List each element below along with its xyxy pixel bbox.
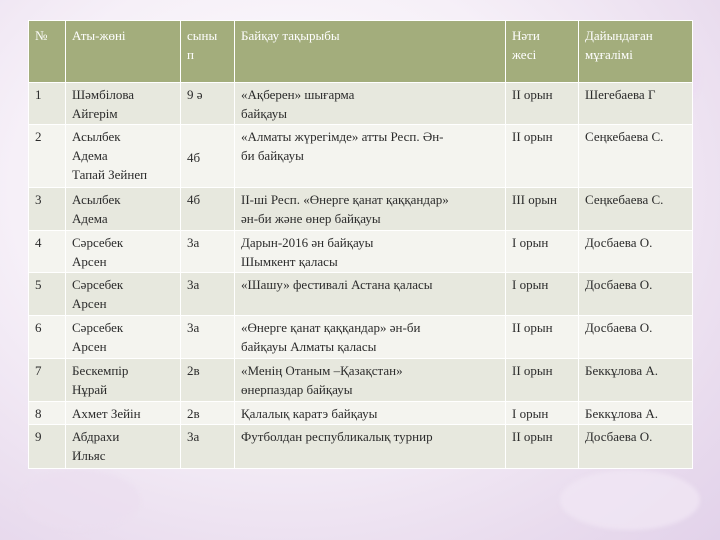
header-name: Аты-жөні	[66, 21, 181, 83]
cell-number: 8	[29, 402, 66, 425]
table-row	[29, 273, 693, 316]
cell-result: ІІ орын	[506, 359, 579, 402]
cell-name: Ахмет Зейін	[66, 402, 181, 425]
header-number: №	[29, 21, 66, 83]
cell-name: Абдрахи Ильяс	[66, 425, 181, 469]
table-row	[29, 231, 693, 273]
cell-topic: ІІ-ші Респ. «Өнерге қанат қаққандар» ән-би және өнер байқауы	[235, 188, 506, 231]
table-row	[29, 402, 693, 425]
cell-teacher: Досбаева О.	[579, 316, 693, 359]
cell-topic: «Ақберен» шығарма байқауы	[235, 83, 506, 125]
header-class: сыны п	[181, 21, 235, 83]
header-topic: Байқау тақырыбы	[235, 21, 506, 83]
cell-result: ІІІ орын	[506, 188, 579, 231]
cell-class: 2в	[181, 359, 235, 402]
decor-bubble	[20, 470, 140, 530]
cell-class: 4б	[181, 125, 235, 188]
table-row	[29, 83, 693, 125]
cell-number: 6	[29, 316, 66, 359]
cell-teacher: Беккұлова А.	[579, 402, 693, 425]
cell-result: І орын	[506, 231, 579, 273]
cell-name: Асылбек Адема	[66, 188, 181, 231]
table-row	[29, 359, 693, 402]
cell-teacher: Сеңкебаева С.	[579, 125, 693, 188]
table-header-row	[29, 21, 693, 83]
header-teacher: Дайындаған мұғалімі	[579, 21, 693, 83]
cell-topic: «Алматы жүрегімде» атты Респ. Ән- би байқауы	[235, 125, 506, 188]
awards-table	[28, 20, 693, 469]
cell-class: 9 ә	[181, 83, 235, 125]
cell-class: 3а	[181, 316, 235, 359]
cell-name: Сәрсебек Арсен	[66, 316, 181, 359]
cell-teacher: Досбаева О.	[579, 273, 693, 316]
cell-topic: «Менің Отаным –Қазақстан» өнерпаздар байқауы	[235, 359, 506, 402]
decor-bubble	[560, 470, 700, 530]
cell-teacher: Досбаева О.	[579, 231, 693, 273]
cell-teacher: Досбаева О.	[579, 425, 693, 469]
cell-result: І орын	[506, 273, 579, 316]
table-row	[29, 125, 693, 188]
header-result: Нәти жесі	[506, 21, 579, 83]
cell-topic: «Өнерге қанат қаққандар» ән-би байқауы Алматы қаласы	[235, 316, 506, 359]
cell-name: Асылбек Адема Тапай Зейнеп	[66, 125, 181, 188]
cell-number: 3	[29, 188, 66, 231]
cell-result: І орын	[506, 402, 579, 425]
cell-class: 3а	[181, 231, 235, 273]
cell-result: ІІ орын	[506, 83, 579, 125]
cell-teacher: Беккұлова А.	[579, 359, 693, 402]
cell-result: ІІ орын	[506, 316, 579, 359]
cell-class: 3а	[181, 425, 235, 469]
cell-name: Шәмбілова Айгерім	[66, 83, 181, 125]
cell-class: 4б	[181, 188, 235, 231]
cell-class: 2в	[181, 402, 235, 425]
cell-teacher: Сеңкебаева С.	[579, 188, 693, 231]
cell-name: Бескемпір Нұрай	[66, 359, 181, 402]
cell-class: 3а	[181, 273, 235, 316]
cell-number: 9	[29, 425, 66, 469]
cell-topic: Дарын-2016 ән байқауы Шымкент қаласы	[235, 231, 506, 273]
cell-number: 7	[29, 359, 66, 402]
cell-name: Сәрсебек Арсен	[66, 273, 181, 316]
cell-topic: Қалалық каратэ байқауы	[235, 402, 506, 425]
cell-number: 1	[29, 83, 66, 125]
table-row	[29, 425, 693, 469]
table-row	[29, 188, 693, 231]
table-row	[29, 316, 693, 359]
cell-result: ІІ орын	[506, 425, 579, 469]
cell-result: ІІ орын	[506, 125, 579, 188]
cell-number: 5	[29, 273, 66, 316]
cell-number: 2	[29, 125, 66, 188]
cell-topic: Футболдан республикалық турнир	[235, 425, 506, 469]
cell-number: 4	[29, 231, 66, 273]
cell-name: Сәрсебек Арсен	[66, 231, 181, 273]
cell-teacher: Шегебаева Г	[579, 83, 693, 125]
cell-topic: «Шашу» фестивалі Астана қаласы	[235, 273, 506, 316]
